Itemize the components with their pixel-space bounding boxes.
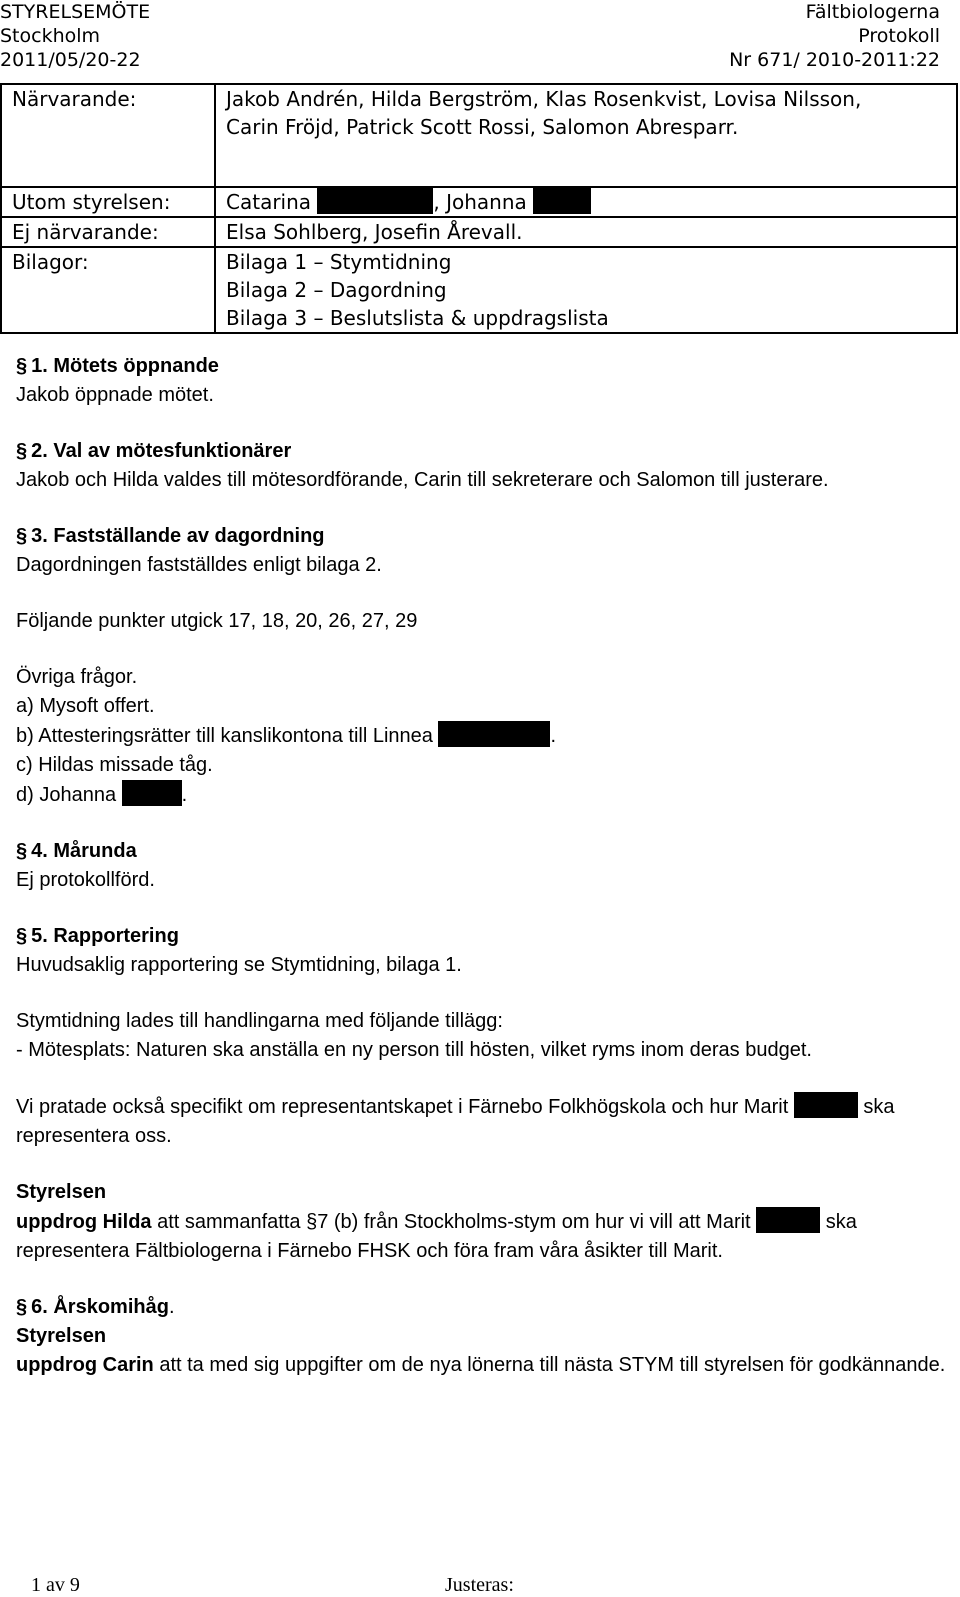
outside-name-2: , Johanna xyxy=(433,190,527,214)
page-number: 1 av 9 xyxy=(31,1574,80,1596)
absent-row xyxy=(1,217,957,247)
header-right xyxy=(729,0,940,72)
section-4-text: Ej protokollförd. xyxy=(16,869,155,891)
document-type: Protokoll xyxy=(858,25,940,47)
minutes-body xyxy=(16,352,946,1380)
attachment-1: Bilaga 1 – Stymtidning xyxy=(226,250,452,274)
section-1-text: Jakob öppnade mötet. xyxy=(16,384,214,406)
section-2-title: 2. Val av mötesfunktionärer xyxy=(31,440,292,462)
document-number: Nr 671/ 2010-2011:22 xyxy=(729,49,940,71)
section-4-title: 4. Mårunda xyxy=(31,840,137,862)
section-sign: § xyxy=(16,925,28,947)
section-sign: § xyxy=(16,840,28,862)
section-sign: § xyxy=(16,525,28,547)
removed-items-text: Följande punkter utgick 17, 18, 20, 26, 27, 29 xyxy=(16,610,418,632)
board-label: Styrelsen xyxy=(16,1325,107,1347)
section-1-title: 1. Mötets öppnande xyxy=(31,355,219,377)
period: . xyxy=(181,784,188,806)
task-assignee: uppdrog Hilda xyxy=(16,1211,152,1233)
section-5-text: Huvudsaklig rapportering se Stymtidning, bilaga 1. xyxy=(16,954,462,976)
organization-name: Fältbiologerna xyxy=(805,1,940,23)
other-issue-b xyxy=(16,721,946,751)
present-line-2: Carin Fröjd, Patrick Scott Rossi, Salomon Abresparr. xyxy=(226,115,739,139)
meeting-location: Stockholm xyxy=(0,25,101,47)
board-label: Styrelsen xyxy=(16,1181,107,1203)
redaction-bar xyxy=(533,188,591,214)
section-5-paragraph-3-text-a: Vi pratade också specifikt om representantskapet i Färnebo Folkhögskola och hur Marit xyxy=(16,1096,789,1118)
attachments-label: Bilagor: xyxy=(1,247,215,333)
outside-label: Utom styrelsen: xyxy=(1,187,215,217)
attachments-row xyxy=(1,247,957,333)
present-label: Närvarande: xyxy=(1,84,215,187)
section-3-heading xyxy=(16,522,946,551)
meeting-type: STYRELSEMÖTE xyxy=(0,1,151,23)
redaction-bar xyxy=(756,1207,820,1233)
present-line-1: Jakob Andrén, Hilda Bergström, Klas Rosenkvist, Lovisa Nilsson, xyxy=(226,87,862,111)
other-issue-d xyxy=(16,780,946,810)
present-row xyxy=(1,84,957,187)
redaction-bar xyxy=(794,1092,858,1118)
redaction-bar xyxy=(438,721,550,747)
section-3-title: 3. Fastställande av dagordning xyxy=(31,525,325,547)
period: . xyxy=(550,725,557,747)
attendance-table xyxy=(0,83,958,334)
period: . xyxy=(168,1296,175,1318)
section-4-heading xyxy=(16,837,946,866)
section-2-text: Jakob och Hilda valdes till mötesordförande, Carin till sekreterare och Salomon till justerare. xyxy=(16,469,829,491)
section-sign: § xyxy=(16,355,28,377)
section-5-paragraph-2-line-1: Stymtidning lades till handlingarna med följande tillägg: xyxy=(16,1010,503,1032)
section-5-task-text-a: att sammanfatta §7 (b) från Stockholms-stym om hur vi vill att Marit xyxy=(157,1211,751,1233)
attachment-2: Bilaga 2 – Dagordning xyxy=(226,278,447,302)
section-5-paragraph-3-text-b: ska representera oss. xyxy=(16,1096,895,1147)
present-value xyxy=(215,84,957,187)
section-6-title: 6. Årskomihåg xyxy=(31,1296,169,1318)
absent-label: Ej närvarande: xyxy=(1,217,215,247)
section-5-task xyxy=(16,1207,946,1266)
section-1-heading xyxy=(16,352,946,381)
justeras-label: Justeras: xyxy=(445,1574,514,1596)
other-issue-c: c) Hildas missade tåg. xyxy=(16,754,213,776)
section-3-text: Dagordningen fastställdes enligt bilaga 2. xyxy=(16,554,382,576)
absent-value: Elsa Sohlberg, Josefin Årevall. xyxy=(215,217,957,247)
other-issue-a: a) Mysoft offert. xyxy=(16,695,155,717)
header-left xyxy=(0,0,150,72)
section-6-task xyxy=(16,1351,946,1380)
section-6-task-text: att ta med sig uppgifter om de nya lönerna till nästa STYM till styrelsen för godkännande. xyxy=(159,1354,946,1376)
section-5-task-text-b: ska representera Fältbiologerna i Färnebo FHSK och föra fram våra åsikter till Marit. xyxy=(16,1211,857,1262)
section-6-heading xyxy=(16,1293,946,1322)
section-sign: § xyxy=(16,1296,28,1318)
outside-row xyxy=(1,187,957,217)
section-5-paragraph-3 xyxy=(16,1092,946,1151)
other-issue-b-text: b) Attesteringsrätter till kanslikontona till Linnea xyxy=(16,725,433,747)
outside-name-1: Catarina xyxy=(226,190,312,214)
other-issue-d-text: d) Johanna xyxy=(16,784,117,806)
section-5-heading xyxy=(16,922,946,951)
outside-value xyxy=(215,187,957,217)
task-assignee: uppdrog Carin xyxy=(16,1354,154,1376)
attachment-3: Bilaga 3 – Beslutslista & uppdragslista xyxy=(226,306,609,330)
section-sign: § xyxy=(16,440,28,462)
meeting-date: 2011/05/20-22 xyxy=(0,49,141,71)
other-issues-title: Övriga frågor. xyxy=(16,666,138,688)
attachments-value xyxy=(215,247,957,333)
section-5-paragraph-2-line-2: - Mötesplats: Naturen ska anställa en ny person till hösten, vilket ryms inom deras budget. xyxy=(16,1039,812,1061)
section-5-title: 5. Rapportering xyxy=(31,925,179,947)
section-2-heading xyxy=(16,437,946,466)
redaction-bar xyxy=(317,188,433,214)
redaction-bar xyxy=(122,780,182,806)
